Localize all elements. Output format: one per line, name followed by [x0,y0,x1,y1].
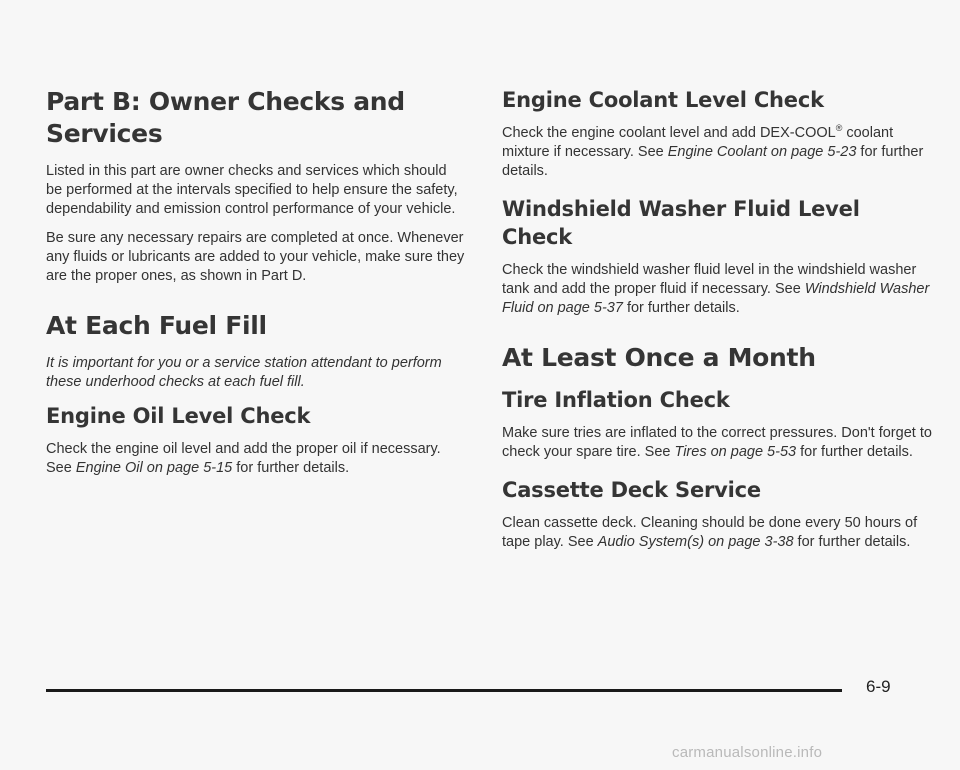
coolant-text-end: for further details. [502,144,924,179]
tire-inflation-heading: Tire Inflation Check [502,388,730,412]
engine-oil-text-end: for further details. [232,460,350,476]
registered-mark: ® [835,123,843,134]
watermark: carmanualsonline.info [672,744,823,761]
washer-fluid-reference: Windshield Washer Fluid on page 5-37 [502,281,930,316]
monthly-heading: At Least Once a Month [502,343,816,372]
coolant-text: Check the engine coolant level and add DEX-COOL [502,125,836,141]
cassette-deck-heading: Cassette Deck Service [502,478,761,502]
washer-fluid-text: Check the windshield washer fluid level in the windshield washer tank and add the proper fluid if necessary. See [502,262,917,297]
tire-inflation-reference: Tires on page 5-53 [674,444,797,460]
coolant-heading: Engine Coolant Level Check [502,88,824,112]
cassette-deck-text-end: for further details. [793,534,911,550]
tire-inflation-text-end: for further details. [796,444,913,460]
washer-fluid-paragraph [502,261,932,318]
engine-oil-reference: Engine Oil on page 5-15 [75,460,233,476]
coolant-reference: Engine Coolant on page 5-23 [667,144,857,160]
fuel-fill-heading: At Each Fuel Fill [46,311,267,340]
coolant-text-mid: coolant mixture if necessary. See [502,125,894,160]
cassette-deck-paragraph [502,514,932,552]
cassette-deck-text: Clean cassette deck. Cleaning should be done every 50 hours of tape play. See [502,515,918,550]
tire-inflation-text: Make sure tries are inflated to the correct pressures. Don't forget to check your spare tire. See [502,425,932,460]
left-column [46,86,466,488]
page-number: 6-9 [866,677,891,696]
part-b-heading: Part B: Owner Checks and Services [46,87,405,148]
tire-inflation-paragraph [502,424,932,462]
engine-oil-text: Check the engine oil level and add the proper oil if necessary. See [46,441,441,476]
fuel-fill-paragraph [46,354,466,392]
coolant-paragraph [502,124,932,181]
washer-fluid-text-end: for further details. [622,300,740,316]
washer-fluid-heading: Windshield Washer Fluid Level Check [502,197,860,249]
fuel-fill-text: It is important for you or a service station attendant to perform these underhood checks at each fuel fill. [46,355,442,390]
part-b-paragraph-1: Listed in this part are owner checks and services which should be performed at the intervals specified to help ensure the safety, dependability and emission control performance of your vehicle. [46,163,458,217]
part-b-paragraph-2: Be sure any necessary repairs are completed at once. Whenever any fluids or lubricants are added to your vehicle, make sure they are the proper ones, as shown in Part D. [46,230,465,284]
engine-oil-paragraph [46,440,466,478]
footer-rule [46,689,842,692]
cassette-deck-reference: Audio System(s) on page 3-38 [597,534,794,550]
right-column [502,86,932,562]
engine-oil-heading: Engine Oil Level Check [46,404,311,428]
